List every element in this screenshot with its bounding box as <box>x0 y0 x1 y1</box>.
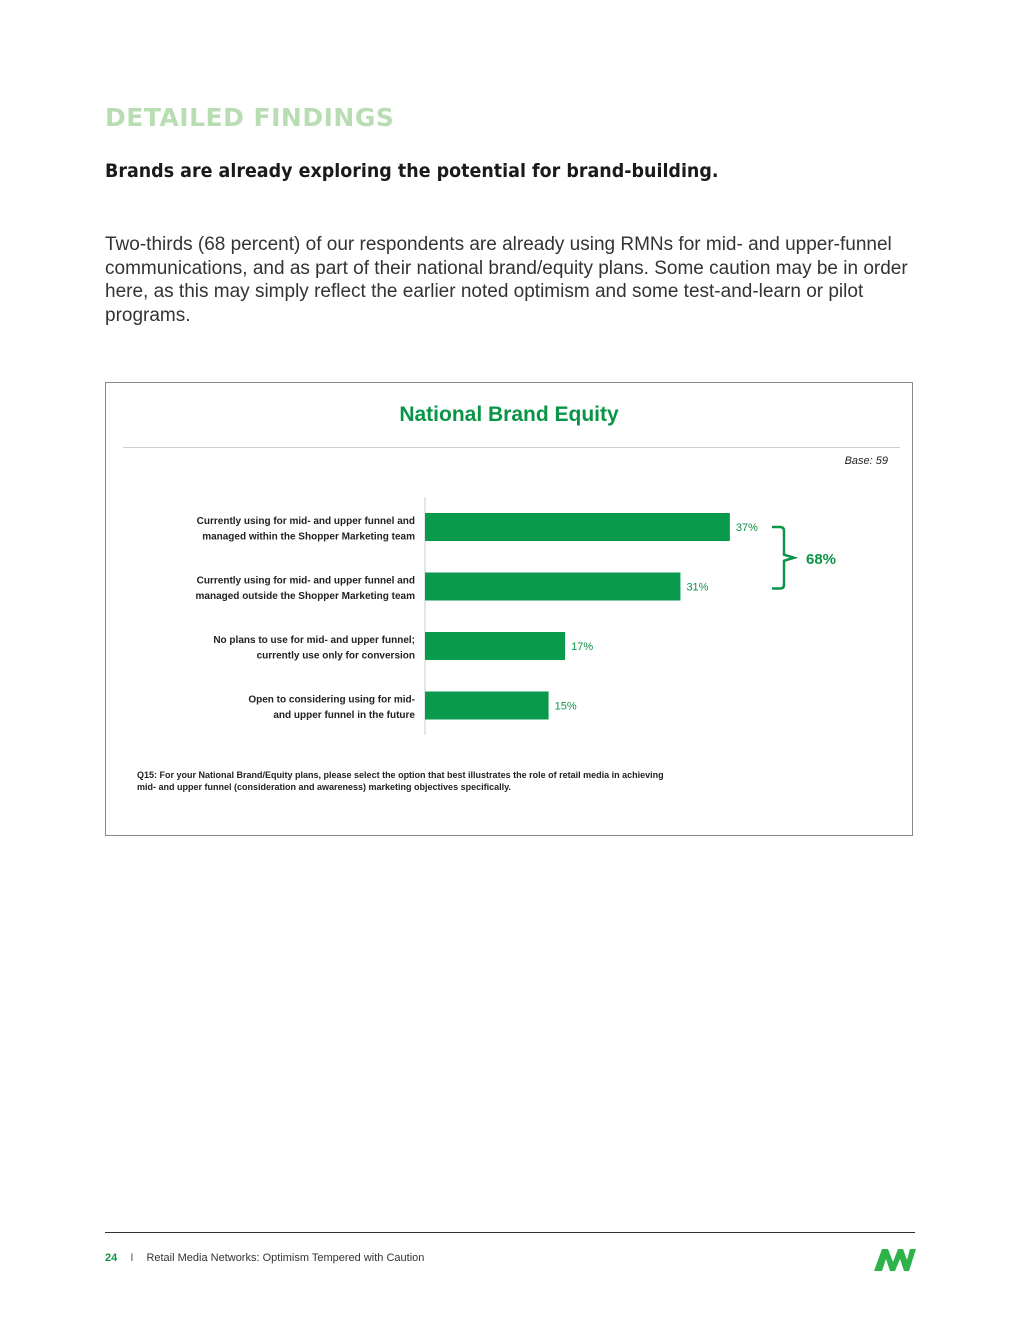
category-label: and upper funnel in the future <box>273 710 415 721</box>
category-label: No plans to use for mid- and upper funnel; <box>213 635 415 646</box>
bar-chart <box>106 383 912 835</box>
category-label: managed within the Shopper Marketing team <box>202 531 415 543</box>
page-footer <box>105 1252 424 1264</box>
bar <box>425 513 730 541</box>
category-label: Currently using for mid- and upper funnel and <box>196 516 415 527</box>
chart-base-label: Base: 59 <box>844 455 888 467</box>
chart-footnote: Q15: For your National Brand/Equity plans, please select the option that best illustrates the role of retail media in achieving mid- and upper funnel (consideration and awareness) marketing objectives specifically. <box>137 770 664 792</box>
footer-title: Retail Media Networks: Optimism Tempered with Caution <box>146 1252 425 1264</box>
chart-panel <box>105 382 913 836</box>
bar-value-label: 31% <box>686 581 709 594</box>
bar <box>425 573 680 601</box>
bar-value-label: 15% <box>554 700 577 713</box>
ana-logo <box>873 1246 917 1272</box>
category-label: managed outside the Shopper Marketing team <box>195 591 415 602</box>
bar <box>425 692 549 720</box>
footer-separator: I <box>130 1252 134 1264</box>
section-label: DETAILED FINDINGS <box>105 103 395 132</box>
bracket-total-label: 68% <box>806 550 837 568</box>
page-number: 24 <box>105 1252 118 1264</box>
footer-divider <box>105 1232 915 1233</box>
bar-value-label: 17% <box>571 641 594 653</box>
category-label: currently use only for conversion <box>256 650 415 662</box>
category-label: Open to considering using for mid- <box>248 694 415 706</box>
bar <box>425 632 565 660</box>
bracket-shape <box>772 527 794 589</box>
page-headline: Brands are already exploring the potential for brand-building. <box>105 160 719 182</box>
body-paragraph: Two-thirds (68 percent) of our respondents are already using RMNs for mid- and upper-funnel communications, and as part of their national brand/equity plans. Some caution may be in order here, as this may simply reflect the earlier noted optimism and some test-and-learn or pilot programs. <box>105 234 908 326</box>
category-label: Currently using for mid- and upper funnel and <box>196 575 415 587</box>
bar-value-label: 37% <box>735 522 758 534</box>
chart-title: National Brand Equity <box>399 403 619 426</box>
